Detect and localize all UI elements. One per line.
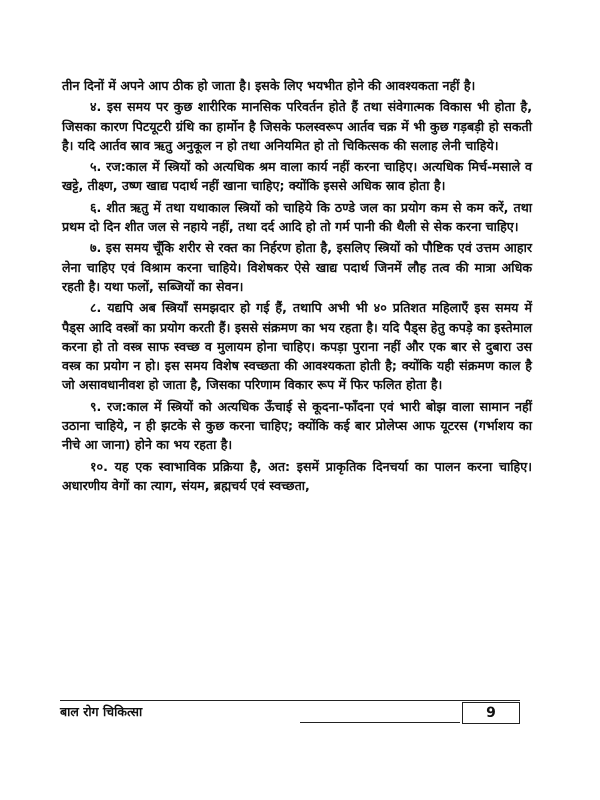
page-number: 9 bbox=[462, 702, 520, 724]
paragraph-point-5: ५. रज:काल में स्त्रियों को अत्यधिक श्रम वाला कार्य नहीं करना चाहिए। अत्यधिक मिर्च-मसाले व खट्टे, तीक्ष्ण, उष्ण खाद्य पदार्थ नहीं खाना चाहिए; क्योंकि इससे अधिक स्राव होता है। bbox=[62, 159, 532, 194]
footer-top-rule bbox=[60, 700, 520, 701]
paragraph-point-10: १०. यह एक स्वाभाविक प्रक्रिया है, अत: इसमें प्राकृतिक दिनचर्या का पालन करना चाहिए। अधारणीय वेगों का त्याग, संयम, ब्रह्मचर्य एवं स्वच्छता, bbox=[62, 458, 532, 493]
paragraph-point-6: ६. शीत ऋतु में तथा यथाकाल स्त्रियों को चाहिये कि ठण्डे जल का प्रयोग कम से कम करें, तथा प्रथम दो दिन शीत जल से नहाये नहीं, तथा दर्द आदि हो तो गर्म पानी की थैली से सेक करना चाहिए। bbox=[62, 199, 532, 235]
page-body bbox=[62, 76, 532, 497]
footer-book-title: बाल रोग चिकित्सा bbox=[60, 704, 143, 719]
page-footer bbox=[60, 700, 520, 726]
footer-bottom-rule bbox=[300, 722, 460, 723]
paragraph-point-7: ७. इस समय चूँकि शरीर से रक्त का निर्हरण होता है, इसलिए स्त्रियों को पौष्टिक एवं उत्तम आहार लेना चाहिए एवं विश्राम करना चाहिये। विशेषकर ऐसे खाद्य पदार्थ जिनमें लौह तत्व की मात्रा अधिक रहती है। यथा फलों, सब्जियों का सेवन। bbox=[62, 240, 532, 294]
paragraph-point-9: ९. रज:काल में स्त्रियों को अत्यधिक ऊँचाई से कूदना-फाँदना एवं भारी बोझ वाला सामान नहीं उठाना चाहिये, न ही झटके से कुछ करना चाहिए; क्योंकि कई बार प्रोलेप्स आफ यूटरस (गर्भाशय का नीचे आ जाना) होने का भय रहता है। bbox=[62, 398, 532, 453]
paragraph-point-8: ८. यद्यपि अब स्त्रियाँ समझदार हो गई हैं, तथापि अभी भी ४० प्रतिशत महिलाएँ इस समय में पैड्स आदि वस्त्रों का प्रयोग करती हैं। इससे संक्रमण का भय रहता है। यदि पैड्स हेतु कपड़े का इस्तेमाल करना हो तो वस्त्र साफ स्वच्छ व मुलायम होना चाहिए। कपड़ा पुराना नहीं और एक बार से दुबारा उस वस्त्र का प्रयोग न हो। इस समय विशेष स्वच्छता की आवश्यकता होती है; क्योंकि यही संक्रमण काल है जो असावधानीवश हो जाता है, जिसका परिणाम विकार रूप में फिर फलित होता है। bbox=[62, 300, 532, 393]
paragraph-continuation: तीन दिनों में अपने आप ठीक हो जाता है। इसके लिए भयभीत होने की आवश्यकता नहीं है। bbox=[62, 78, 476, 93]
paragraph-point-4: ४. इस समय पर कुछ शारीरिक मानसिक परिवर्तन होते हैं तथा संवेगात्मक विकास भी होता है, जिसका कारण पिटयूटरी ग्रंथि का हार्मोन है जिसके फलस्वरूप आर्तव चक्र में भी कुछ गड़बड़ी हो सकती है। यदि आर्तव स्राव ऋतु अनुकूल न हो तथा अनियमित हो तो चिकित्सक की सलाह लेनी चाहिये। bbox=[62, 99, 532, 153]
